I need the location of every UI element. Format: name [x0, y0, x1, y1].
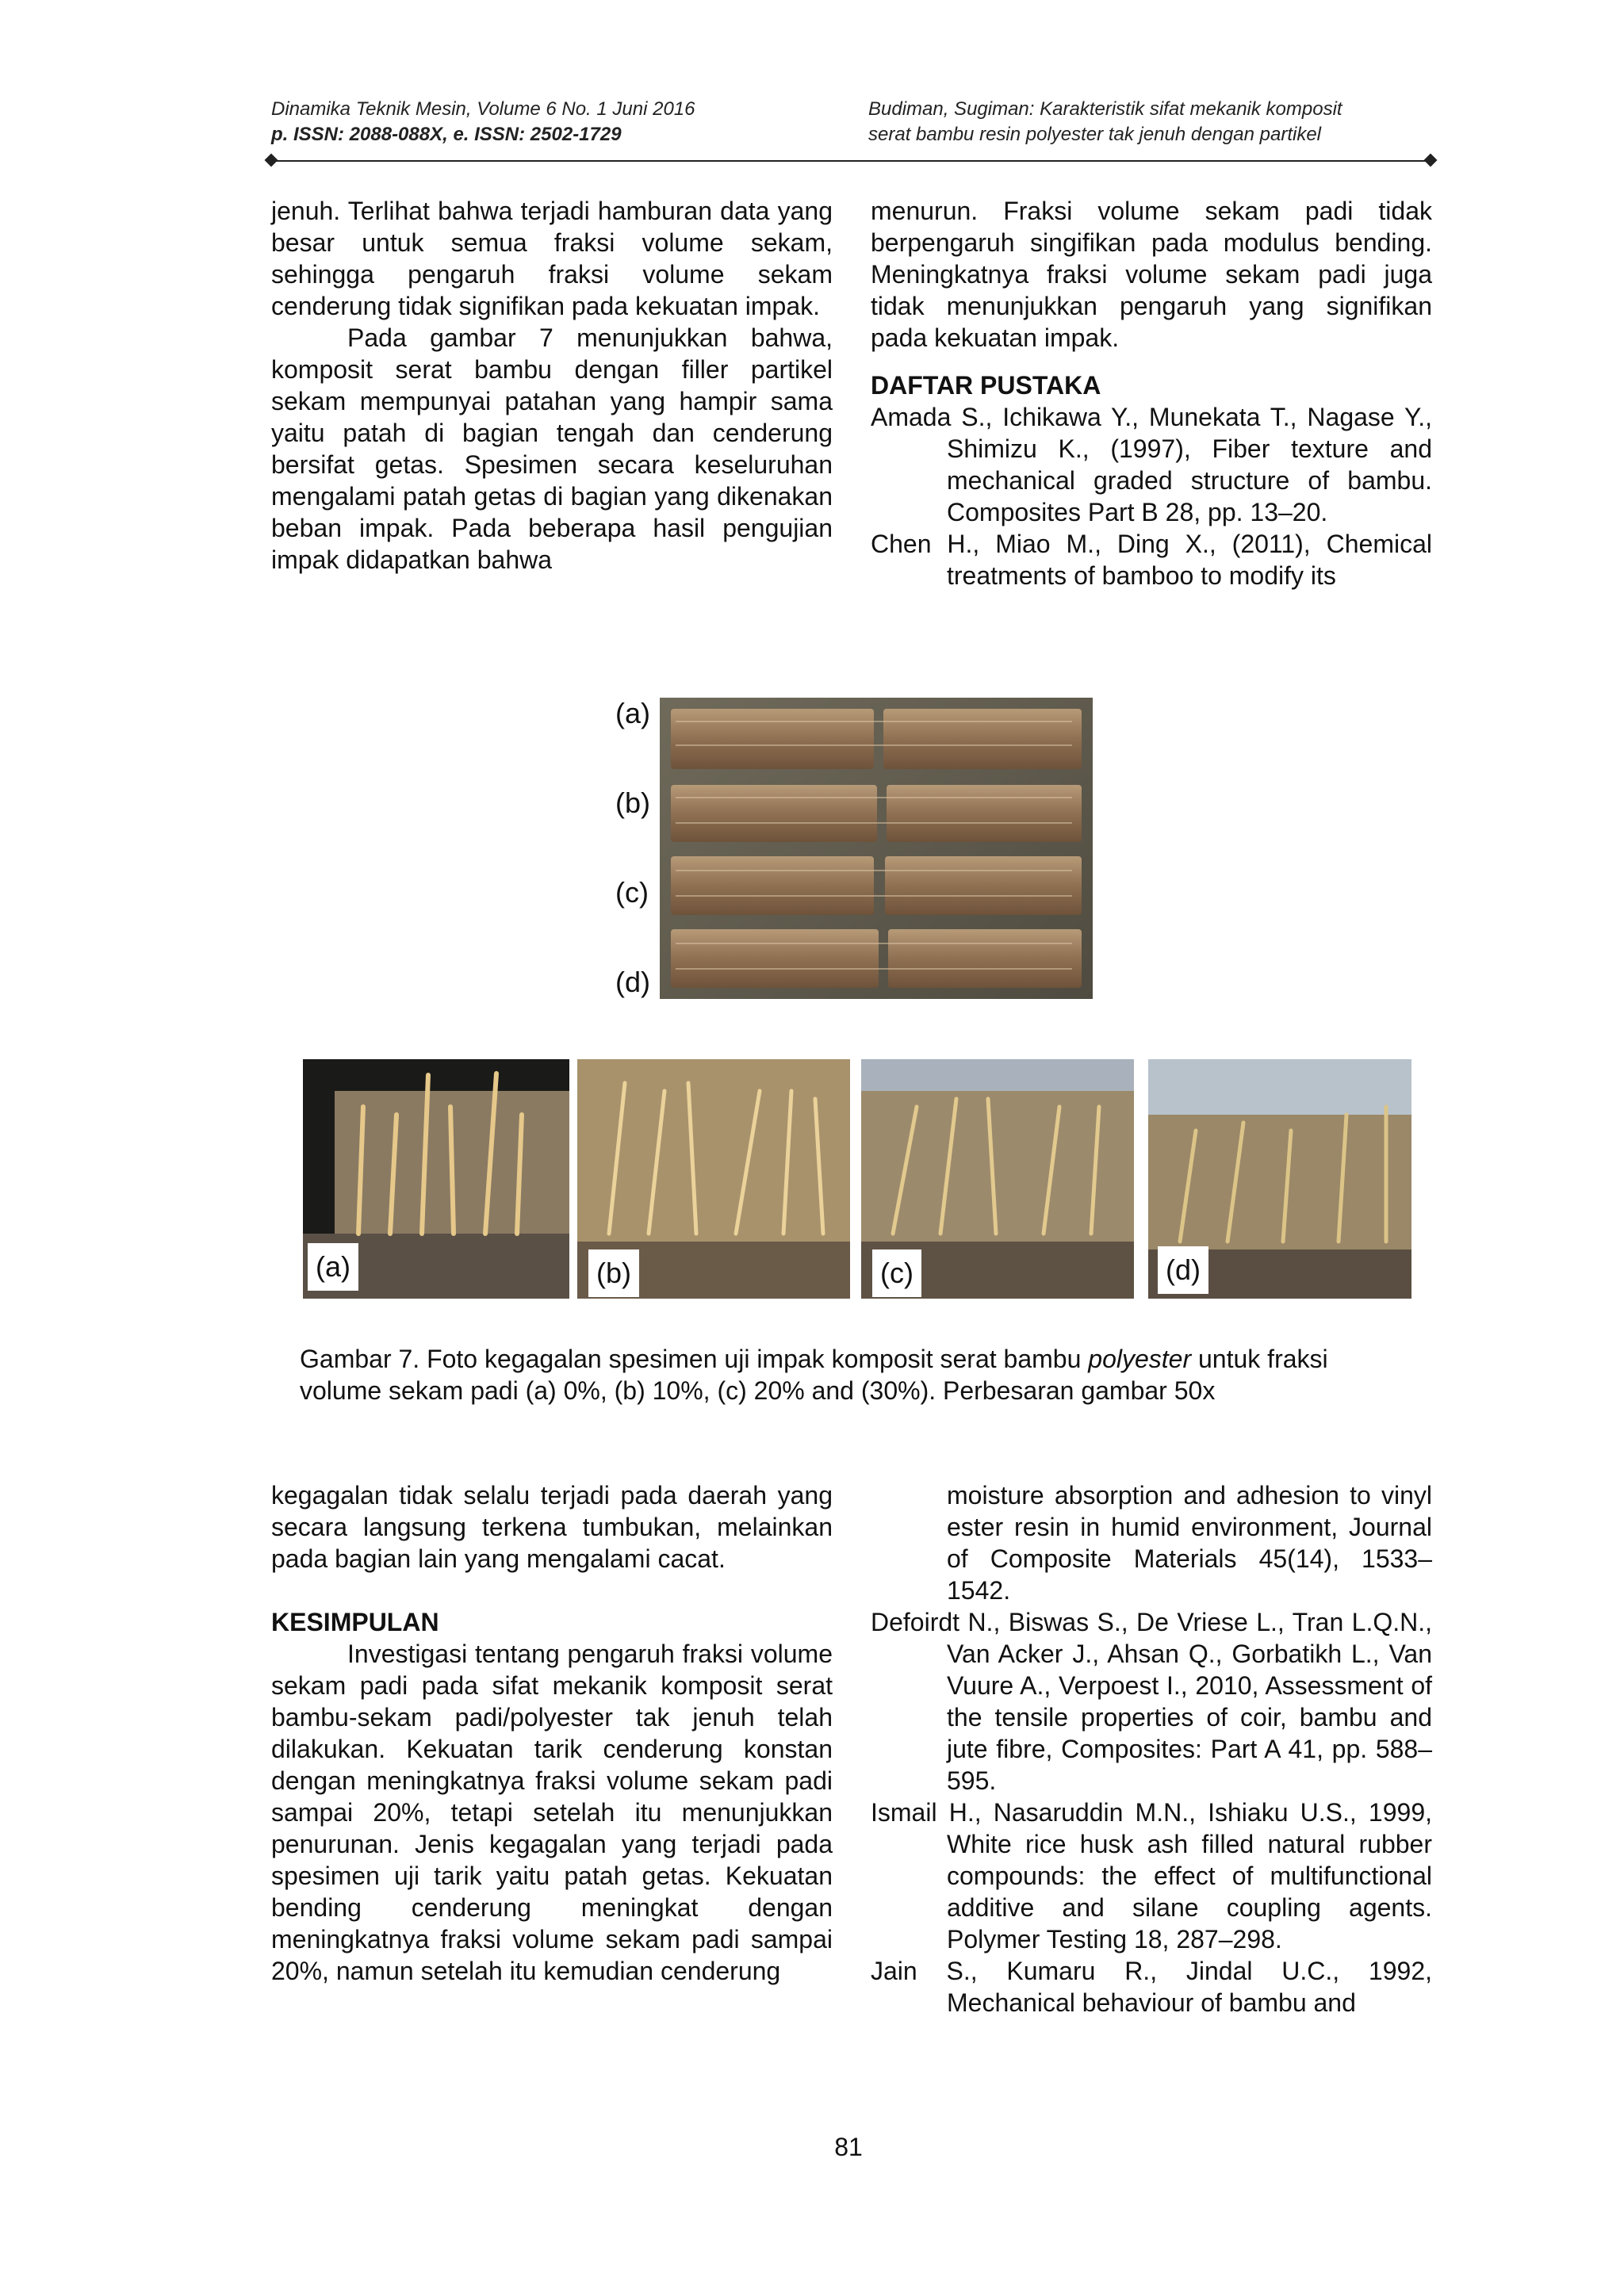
specimen-bars-photo: [660, 698, 1093, 999]
bar-label-a: (a): [615, 697, 650, 729]
issn-line: p. ISSN: 2088-088X, e. ISSN: 2502-1729: [271, 124, 622, 145]
article-title-line1: Budiman, Sugiman: Karakteristik sifat mekanik komposit: [868, 98, 1342, 120]
top-left-column: [271, 195, 833, 576]
bar-label-b: (b): [615, 786, 650, 819]
paragraph: jenuh. Terlihat bahwa terjadi hamburan data yang besar untuk semua fraksi volume sekam, sehingga pengaruh fraksi volume sekam cenderung tidak signifikan pada kekuatan impak.: [271, 197, 833, 320]
reference-item: Chen H., Miao M., Ding X., (2011), Chemical treatments of bamboo to modify its: [871, 530, 1432, 590]
journal-title: Dinamika Teknik Mesin, Volume 6 No. 1 Juni 2016: [271, 98, 695, 120]
caption-text: Gambar 7. Foto kegagalan spesimen uji impak komposit serat bambu: [300, 1345, 1089, 1373]
running-header-left: [271, 97, 695, 147]
caption-italic: polyester: [1088, 1345, 1192, 1373]
bar-label-d: (d): [615, 966, 650, 998]
paragraph: Pada gambar 7 menunjukkan bahwa, komposit serat bambu dengan filler partikel sekam mempunyai patahan yang hampir sama yaitu patah di bagian tengah dan cenderung bersifat getas. Spesimen secara keseluruhan mengalami patah getas di bagian yang dikenakan beban impak. Pada beberapa hasil pengujian impak didapatkan bahwa: [271, 323, 833, 574]
reference-item: Amada S., Ichikawa Y., Munekata T., Nagase Y., Shimizu K., (1997), Fiber texture and mechanical graded structure of bambu. Composites Part B 28, pp. 13–20.: [871, 403, 1432, 526]
micrograph-panel-c: [861, 1059, 1134, 1299]
running-header-right: [868, 97, 1342, 147]
page-number: 81: [834, 2133, 863, 2161]
bottom-right-column: [871, 1479, 1432, 2019]
bar-label-c: (c): [615, 876, 649, 909]
reference-item: Ismail H., Nasaruddin M.N., Ishiaku U.S., 1999, White rice husk ash filled natural rubber compounds: the effect of multifunctional additive and silane coupling agents. Polymer Testing 18, 287–298.: [871, 1798, 1432, 1954]
micrograph-label-d: (d): [1158, 1246, 1208, 1294]
conclusion-heading: KESIMPULAN: [271, 1608, 439, 1636]
micrograph-label-b: (b): [588, 1249, 639, 1297]
reference-item: Jain S., Kumaru R., Jindal U.C., 1992, Mechanical behaviour of bambu and: [871, 1957, 1432, 2017]
specimen-bars-image: [660, 698, 1093, 999]
header-rule: [271, 160, 1431, 162]
figure-caption: [300, 1343, 1394, 1406]
top-right-column: [871, 195, 1432, 591]
micrograph-panel-d: [1148, 1059, 1411, 1299]
references-heading: DAFTAR PUSTAKA: [871, 371, 1101, 400]
caption-text: untuk fraksi volume sekam padi (a) 0%, (b) 10%, (c) 20% and (30%). Perbesaran gambar 50x: [300, 1345, 1328, 1405]
article-title-line2: serat bambu resin polyester tak jenuh dengan partikel: [868, 124, 1322, 145]
paragraph: kegagalan tidak selalu terjadi pada daerah yang secara langsung terkena tumbukan, melainkan pada bagian lain yang mengalami cacat.: [271, 1481, 833, 1573]
reference-continuation: moisture absorption and adhesion to vinyl ester resin in humid environment, Journal of Composite Materials 45(14), 1533–1542.: [947, 1481, 1432, 1605]
micrograph-label-c: (c): [872, 1249, 921, 1297]
bottom-left-column: [271, 1479, 833, 1987]
rule-diamond-right: [1424, 154, 1438, 167]
paragraph: menurun. Fraksi volume sekam padi tidak berpengaruh singifikan pada modulus bending. Meningkatnya fraksi volume sekam padi juga tidak menunjukkan pengaruh yang signifikan pada kekuatan impak.: [871, 197, 1432, 352]
reference-item: Defoirdt N., Biswas S., De Vriese L., Tran L.Q.N., Van Acker J., Ahsan Q., Gorbatikh L., Van Vuure A., Verpoest I., 2010, Assessment of the tensile properties of coir, bambu and jute fibre, Composites: Part A 41, pp. 588–595.: [871, 1608, 1432, 1795]
micrograph-label-a: (a): [308, 1243, 358, 1291]
micrograph-panel-b: [577, 1059, 850, 1299]
rule-diamond-left: [265, 154, 278, 167]
paragraph: Investigasi tentang pengaruh fraksi volume sekam padi pada sifat mekanik komposit serat bambu-sekam padi/polyester tak jenuh telah dilakukan. Kekuatan tarik cenderung konstan dengan meningkatnya fraksi volume sekam padi sampai 20%, tetapi setelah itu menunjukkan penurunan. Jenis kegagalan yang terjadi pada spesimen uji tarik yaitu patah getas. Kekuatan bending cenderung meningkat dengan meningkatnya fraksi volume sekam padi sampai 20%, namun setelah itu kemudian cenderung: [271, 1640, 833, 1985]
micrograph-panel-a: [303, 1059, 569, 1299]
